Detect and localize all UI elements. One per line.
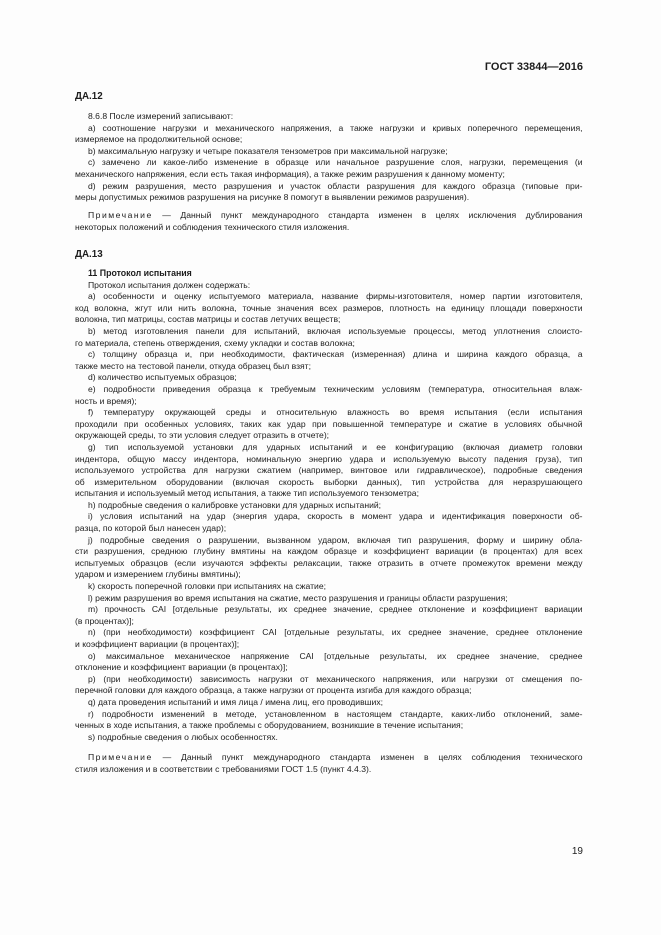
text-line: b) метод изготовления панели для испытаний, включая используемые процессы, метод уплотнения слоисто- xyxy=(88,325,583,336)
note-label: Примечание xyxy=(88,210,153,220)
text-line: s) подробные сведения о любых особенностях. xyxy=(88,731,278,742)
text-line: q) дата проведения испытаний и имя лица / имена лиц, его проводивших; xyxy=(88,696,384,707)
section-heading: ДА.12 xyxy=(75,91,103,102)
clause-intro: 8.6.8 После измерений записывают: xyxy=(88,111,234,121)
text-line: испытуемых образцов (если изучаются эффекты релаксации, также отразить в отчете промежуток времени между xyxy=(75,557,583,568)
list-item-b xyxy=(75,146,583,158)
note-text: — Данный пункт международного стандарта изменен в целях соблюдения технического xyxy=(162,752,583,762)
text-line: отклонение и коэффициент вариации (в процентах)]; xyxy=(75,662,288,673)
list-item-e xyxy=(75,384,583,407)
text-line: измеряемое на продолжительной основе; xyxy=(75,134,243,145)
list-item-a xyxy=(75,123,583,146)
text-line: ударом и измерением глубины вмятины); xyxy=(75,569,241,580)
text-line: индентора, общую массу индентора, номинальную энергию удара и используемую высоту падения груза), тип xyxy=(75,453,583,464)
clause-intro: Протокол испытания должен содержать: xyxy=(88,279,251,290)
text-line: k) скорость поперечной головки при испытаниях на сжатие; xyxy=(88,581,327,592)
section-heading: ДА.13 xyxy=(75,249,103,260)
list-item-b xyxy=(75,326,583,349)
text-line: сти разрушения, среднюю глубину вмятины на каждом образце и коэффициент вариации (в процентах) для всех xyxy=(75,546,583,557)
note-label: Примечание xyxy=(88,752,153,762)
text-line: механического напряжения, если есть такая информация), а также режим разрушения к данному моменту; xyxy=(75,168,505,179)
text-line: c) замечено ли какое-либо изменение в образце или начальное разрушение слоя, нагрузки, перемещения (и xyxy=(88,157,583,168)
text-line: m) прочность CAI [отдельные результаты, их среднее значение, среднее отклонение и коэффициент вариации xyxy=(88,604,583,615)
text-line: f) температуру окружающей среды и относительную влажность во время испытания (если испытания xyxy=(88,407,583,418)
text-line: g) тип используемой установки для ударных испытаний и ее конфигурацию (включая диаметр головки xyxy=(88,441,583,452)
text-line: го материала, степень отверждения, схему укладки и состав волокна; xyxy=(75,337,355,348)
text-line: a) особенности и оценку испытуемого материала, название фирмы-изготовителя, номер партии изготовителя, xyxy=(88,291,583,302)
text-line: ность и время); xyxy=(75,395,137,406)
clause-title: 11 Протокол испытания xyxy=(88,268,192,278)
text-line: некоторых положений и соблюдения технического стиля изложения. xyxy=(75,221,350,232)
text-line: i) условия испытаний на удар (энергия удара, скорость в момент удара и идентификация поверхности об- xyxy=(88,511,583,522)
text-line: разца, по которой был нанесен удар); xyxy=(75,523,227,534)
text-line: об измерительном оборудовании (включая скорость выборки данных), тип устройства для неразрушающего xyxy=(75,476,583,487)
clause-11 xyxy=(75,268,583,743)
text-line: перечной головки для каждого образца, а также нагрузки от процента изгиба для каждого образца; xyxy=(75,685,472,696)
text-line: также место на тестовой панели, откуда образец был взят; xyxy=(75,360,311,371)
text-line xyxy=(88,752,583,764)
text-line: n) (при необходимости) коэффициент CAI [отдельные результаты, их среднее значение, среднее отклонение xyxy=(88,627,583,638)
list-item-r xyxy=(75,709,583,732)
text-line: волокна, тип матрицы, состав матрицы и состав летучих веществ; xyxy=(75,314,341,325)
text-line: a) соотношение нагрузки и механического напряжения, а также нагрузки и кривых поперечного перемещения, xyxy=(88,122,583,133)
list-item-g xyxy=(75,442,583,500)
list-item-k xyxy=(75,581,583,593)
list-item-n xyxy=(75,627,583,650)
note-da13 xyxy=(75,752,583,775)
page-number: 19 xyxy=(571,846,583,857)
list-item-l xyxy=(75,593,583,605)
text-line: (в процентах)]; xyxy=(75,615,134,626)
list-item-m xyxy=(75,604,583,627)
text-line: b) максимальную нагрузку и четыре показателя тензометров при максимальной нагрузке; xyxy=(88,145,448,156)
text-line: d) режим разрушения, место разрушения и участок области разрушения для каждого образца (типовые при- xyxy=(88,180,583,191)
text-line: стиля изложения и в соответствии с требованиями ГОСТ 1.5 (пункт 4.4.3). xyxy=(75,763,372,774)
appendix-heading-da13 xyxy=(75,249,583,261)
text-line: и коэффициент вариации (в процентах)]; xyxy=(75,639,240,649)
text-line: p) (при необходимости) зависимость нагрузки от механического напряжения, или нагрузки от смещения по- xyxy=(88,673,583,684)
text-line: r) подробности изменений в методе, установленном в настоящем стандарте, каких-либо отклонений, заме- xyxy=(88,708,583,719)
note-da12 xyxy=(75,210,583,233)
text-line xyxy=(88,210,583,222)
list-item-a xyxy=(75,291,583,326)
text-line: c) толщину образца и, при необходимости, фактическая (измеренная) длина и ширина каждого образца, а xyxy=(88,349,583,360)
list-item-i xyxy=(75,511,583,534)
list-item-s xyxy=(75,732,583,744)
text-line: используемого устройства для нагрузки сжатием (например, винтовое или гидравлическое), подробные сведения xyxy=(75,465,583,476)
appendix-heading-da12 xyxy=(75,91,583,103)
text-line: испытания и используемый метод испытания, а также тип используемого тензометра; xyxy=(75,488,419,499)
list-item-c xyxy=(75,349,583,372)
text-line: код волокна, жгут или нить волокна, точные значения всех размеров, плотность на единицу площади поверхности xyxy=(75,302,583,313)
text-line: j) подробные сведения о разрушении, вызванном ударом, включая тип разрушения, форму и ширину обла- xyxy=(88,534,583,545)
text-line: меры допустимых режимов разрушения на рисунке 8 помогут в выявлении режимов разрушения). xyxy=(75,192,470,203)
clause-8-6-8 xyxy=(75,111,583,204)
list-item-p xyxy=(75,674,583,697)
note-text: — Данный пункт международного стандарта изменен в целях исключения дублирования xyxy=(162,210,583,220)
list-item-j xyxy=(75,535,583,581)
text-line: ченных в ходе испытания, а также проблемы с оборудованием, возникшие в течение испытания; xyxy=(75,720,464,731)
list-item-f xyxy=(75,407,583,442)
text-line: окружающей среды, то эти условия следует отразить в отчете); xyxy=(75,430,330,441)
list-item-d xyxy=(75,181,583,204)
document-id: ГОСТ 33844—2016 xyxy=(484,61,583,73)
text-line: h) подробные сведения о калибровке установки для ударных испытаний; xyxy=(88,499,382,510)
text-line: o) максимальное механическое напряжение CAI [отдельные результаты, их среднее значение, среднее xyxy=(88,650,583,661)
text-line: проходили при особенных условиях, таких как удар при повышенной температуре и сжатие в условиях обычной xyxy=(75,418,583,429)
list-item-h xyxy=(75,500,583,512)
list-item-c xyxy=(75,157,583,180)
list-item-o xyxy=(75,651,583,674)
list-item-q xyxy=(75,697,583,709)
list-item-d xyxy=(75,372,583,384)
text-line: e) подробности приведения образца к требуемым техническим условиям (температура, относительная влаж- xyxy=(88,383,583,394)
text-line: d) количество испытуемых образцов; xyxy=(88,372,237,383)
text-line: l) режим разрушения во время испытания на сжатие, место разрушения и границы области разрушения; xyxy=(88,592,508,603)
